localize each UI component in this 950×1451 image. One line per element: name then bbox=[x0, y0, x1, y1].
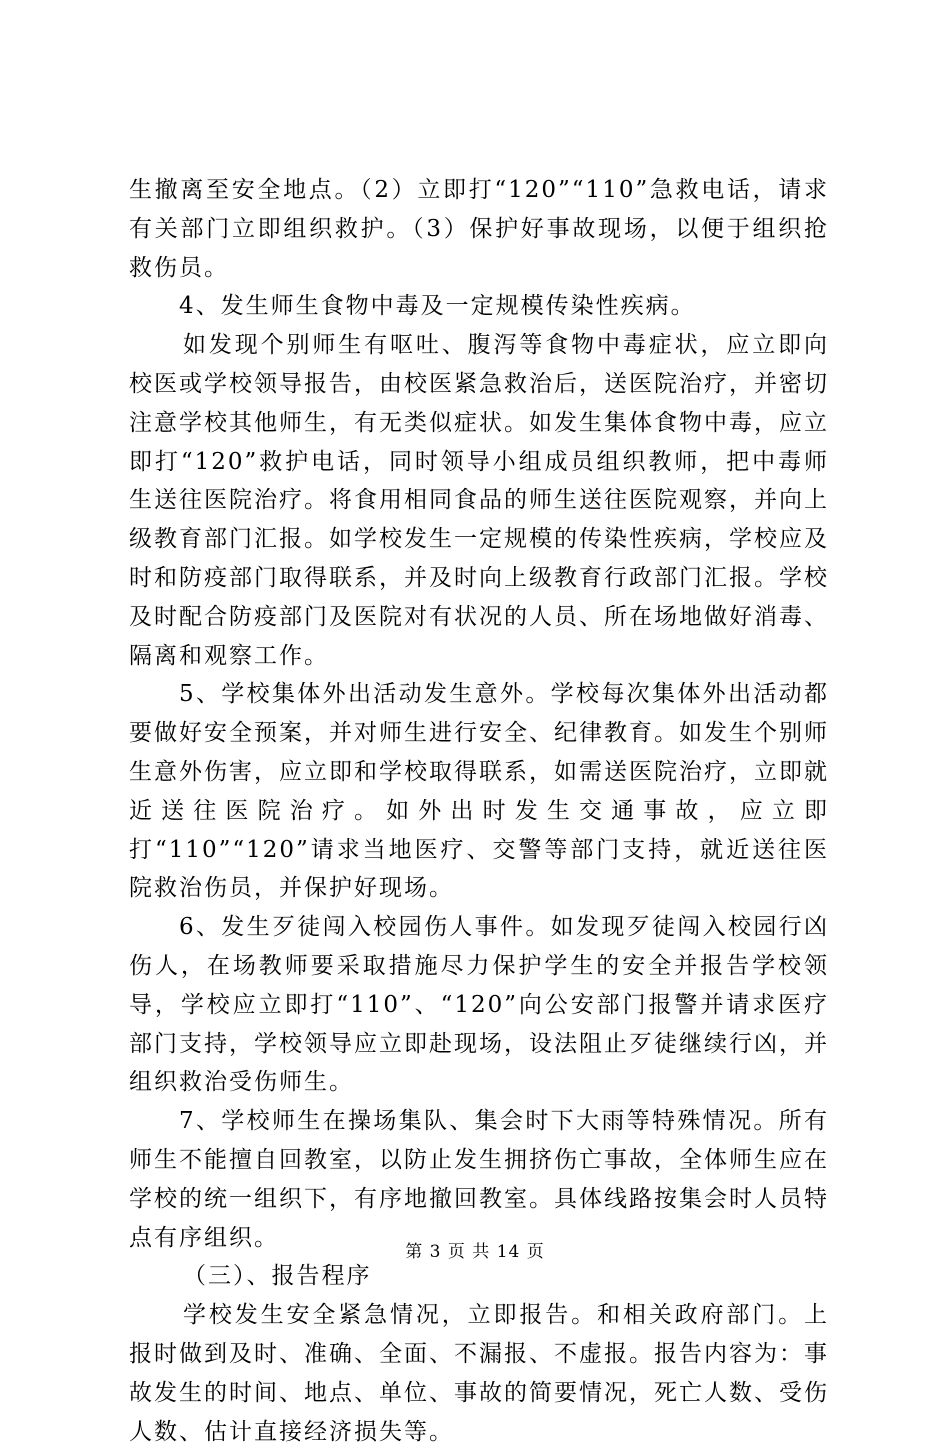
section-heading-report-procedure: （三）、报告程序 bbox=[183, 1263, 372, 1290]
paragraph-item-7: 7、学校师生在操场集队、集会时下大雨等特殊情况。所有师生不能擅自回教室，以防止发生拥挤伤亡事故，全体师生应在学校的统一组织下，有序地撤回教室。具体线路按集会时人员特点有序组织。 bbox=[129, 1108, 829, 1251]
paragraph-continuation: 生撤离至安全地点。（2）立即打“120”“110”急救电话，请求有关部门立即组织救护。（3）保护好事故现场，以便于组织抢救伤员。 bbox=[129, 177, 829, 281]
paragraph-item-6: 6、发生歹徒闯入校园伤人事件。如发现歹徒闯入校园行凶伤人，在场教师要采取措施尽力保护学生的安全并报告学校领导，学校应立即打“110”、“120”向公安部门报警并请求医疗部门支持，学校领导应立即赴现场，设法阻止歹徒继续行凶，并组织救治受伤师生。 bbox=[129, 914, 829, 1096]
paragraph-item-5: 5、学校集体外出活动发生意外。学校每次集体外出活动都要做好安全预案，并对师生进行安全、纪律教育。如发生个别师生意外伤害，应立即和学校取得联系，如需送医院治疗，立即就近送往医院治疗。如外出时发生交通事故，应立即打“110”“120”请求当地医疗、交警等部门支持，就近送往医院救治伤员，并保护好现场。 bbox=[129, 681, 829, 902]
paragraph-item-4-heading: 4、发生师生食物中毒及一定规模传染性疾病。 bbox=[179, 293, 696, 320]
paragraph-report-content: 学校发生安全紧急情况，立即报告。和相关政府部门。上报时做到及时、准确、全面、不漏报、不虚报。报告内容为：事故发生的时间、地点、单位、事故的简要情况，死亡人数、受伤人数、估计直接经济损失等。 bbox=[129, 1302, 829, 1445]
paragraph-food-poisoning: 如发现个别师生有呕吐、腹泻等食物中毒症状，应立即向校医或学校领导报告，由校医紧急救治后，送医院治疗，并密切注意学校其他师生，有无类似症状。如发生集体食物中毒，应立即打“120”救护电话，同时领导小组成员组织教师，把中毒师生送往医院治疗。将食用相同食品的师生送往医院观察，并向上级教育部门汇报。如学校发生一定规模的传染性疾病，学校应及时和防疫部门取得联系，并及时向上级教育行政部门汇报。学校及时配合防疫部门及医院对有状况的人员、所在场地做好消毒、隔离和观察工作。 bbox=[129, 332, 829, 669]
page-footer: 第 3 页 共 14 页 bbox=[405, 1242, 545, 1262]
